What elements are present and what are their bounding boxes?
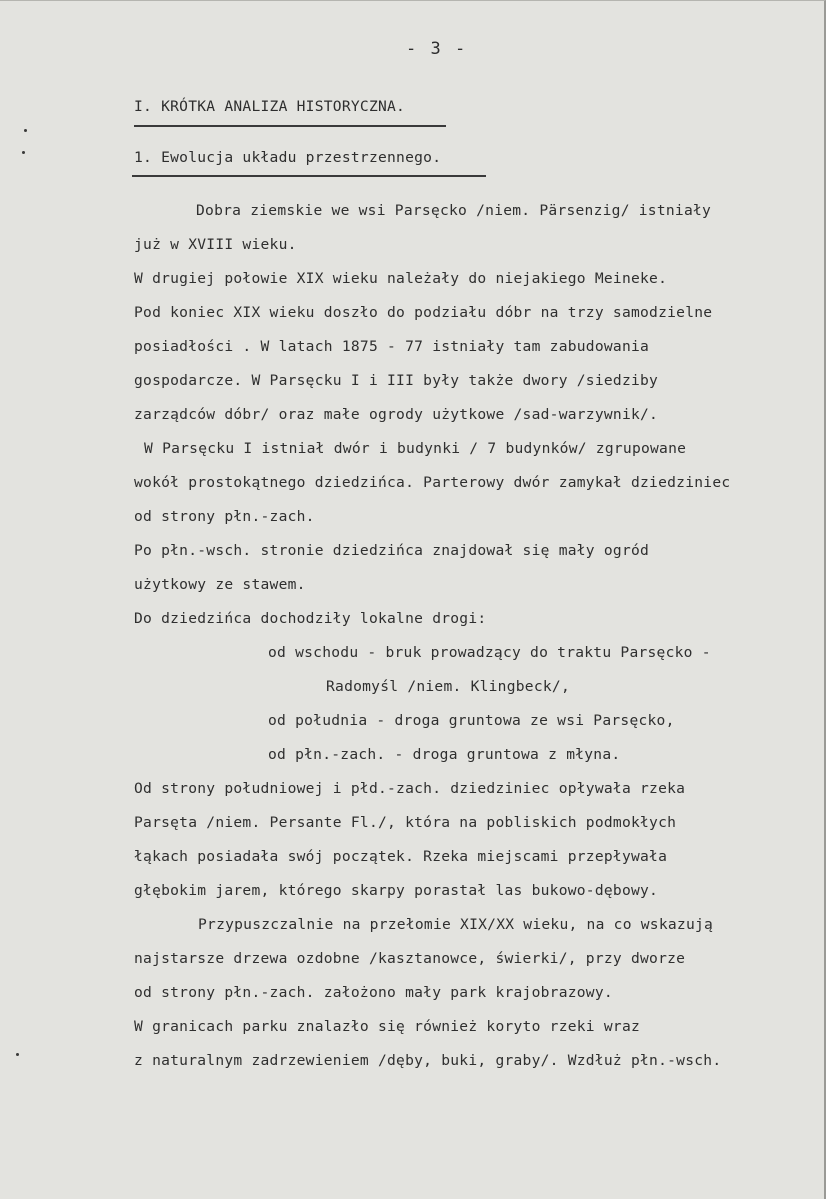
subheading-underline (132, 175, 486, 177)
section-heading: I. KRÓTKA ANALIZA HISTORYCZNA. (134, 98, 406, 115)
text-line: Dobra ziemskie we wsi Parsęcko /niem. Pärsenzig/ istniały (196, 202, 712, 219)
text-line: posiadłości . W latach 1875 - 77 istniały tam zabudowania (134, 338, 650, 355)
text-line: W Parsęcku I istniał dwór i budynki / 7 budynków/ zgrupowane (144, 440, 687, 457)
text-line: od strony płn.-zach. założono mały park krajobrazowy. (134, 984, 613, 1001)
text-line: Parsęta /niem. Persante Fl./, która na pobliskich podmokłych (134, 814, 677, 831)
text-line: Pod koniec XIX wieku doszło do podziału dóbr na trzy samodzielne (134, 304, 713, 321)
text-line: z naturalnym zadrzewieniem /dęby, buki, graby/. Wzdłuż płn.-wsch. (134, 1052, 722, 1069)
text-line: łąkach posiadała swój początek. Rzeka miejscami przepływała (134, 848, 668, 865)
text-line: W granicach parku znalazło się również koryto rzeki wraz (134, 1018, 641, 1035)
margin-mark (16, 1053, 19, 1056)
text-line: już w XVIII wieku. (134, 236, 297, 253)
text-line: od płn.-zach. - droga gruntowa z młyna. (268, 746, 621, 763)
text-line: użytkowy ze stawem. (134, 576, 306, 593)
text-line: od strony płn.-zach. (134, 508, 315, 525)
text-line: od południa - droga gruntowa ze wsi Parsęcko, (268, 712, 675, 729)
text-line: W drugiej połowie XIX wieku należały do niejakiego Meineke. (134, 270, 668, 287)
text-line: gospodarcze. W Parsęcku I i III były także dwory /siedziby (134, 372, 659, 389)
text-line: głębokim jarem, którego skarpy porastał las bukowo-dębowy. (134, 882, 659, 899)
margin-mark (24, 129, 27, 132)
text-line: zarządców dóbr/ oraz małe ogrody użytkowe /sad-warzywnik/. (134, 406, 659, 423)
text-line: najstarsze drzewa ozdobne /kasztanowce, świerki/, przy dworze (134, 950, 686, 967)
text-line: Przypuszczalnie na przełomie XIX/XX wieku, na co wskazują (198, 916, 714, 933)
text-line: wokół prostokątnego dziedzińca. Parterowy dwór zamykał dziedziniec (134, 474, 731, 491)
text-line: Po płn.-wsch. stronie dziedzińca znajdował się mały ogród (134, 542, 650, 559)
text-line: Do dziedzińca dochodziły lokalne drogi: (134, 610, 487, 627)
heading-underline (134, 125, 446, 127)
text-line: Od strony południowej i płd.-zach. dziedziniec opływała rzeka (134, 780, 686, 797)
text-line: od wschodu - bruk prowadzący do traktu Parsęcko - (268, 644, 711, 661)
page-number: - 3 - (406, 39, 468, 59)
margin-mark (22, 151, 25, 154)
text-line: Radomyśl /niem. Klingbeck/, (326, 678, 570, 695)
subsection-heading: 1. Ewolucja układu przestrzennego. (134, 149, 442, 166)
